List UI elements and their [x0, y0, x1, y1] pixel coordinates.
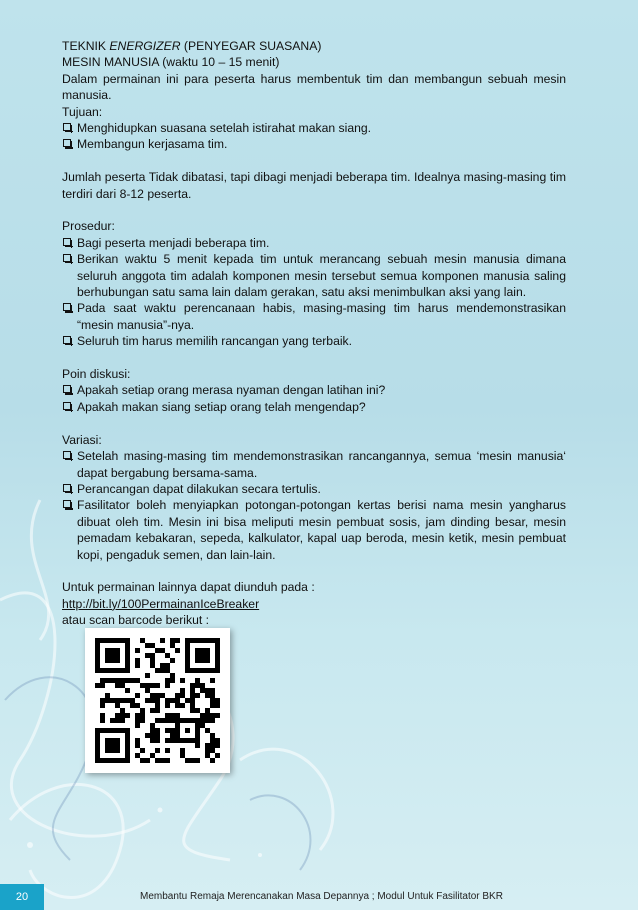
tujuan-item: Menghidupkan suasana setelah istirahat makan siang. [62, 120, 566, 136]
checkbox-bullet-icon [63, 139, 71, 147]
page-number: 20 [0, 884, 44, 910]
checkbox-bullet-icon [63, 451, 71, 459]
checkbox-bullet-icon [63, 385, 71, 393]
qr-code [85, 628, 230, 773]
intro-paragraph: Dalam permainan ini para peserta harus membentuk tim dan membangun sebuah mesin manusia. [62, 71, 566, 103]
variasi-item: Setelah masing-masing tim mendemonstrasikan rancangannya, semua ‘mesin manusia‘ dapat bergabung bersama-sama. [62, 448, 566, 481]
checkbox-bullet-icon [63, 484, 71, 492]
tujuan-item: Membangun kerjasama tim. [62, 136, 566, 152]
page-footer [0, 884, 638, 910]
title-prefix: TEKNIK [62, 39, 110, 53]
variasi-heading: Variasi: [62, 432, 102, 447]
title-italic: ENERGIZER [109, 39, 181, 53]
footer-text: Membantu Remaja Merencanakan Masa Depannya ; Modul Untuk Fasilitator BKR [140, 891, 503, 902]
checkbox-bullet-icon [63, 500, 71, 508]
section-title [62, 38, 566, 54]
prosedur-item: Bagi peserta menjadi beberapa tim. [62, 235, 566, 251]
qr-code-image [95, 638, 220, 763]
scan-text: atau scan barcode berikut : [62, 613, 210, 628]
prosedur-item: Seluruh tim harus memilih rancangan yang terbaik. [62, 333, 566, 349]
document-body [62, 38, 566, 629]
checkbox-bullet-icon [63, 336, 71, 344]
checkbox-bullet-icon [63, 402, 71, 410]
checkbox-bullet-icon [63, 254, 71, 262]
game-subtitle: MESIN MANUSIA (waktu 10 – 15 menit) [62, 55, 280, 70]
checkbox-bullet-icon [63, 123, 71, 131]
diskusi-heading: Poin diskusi: [62, 367, 131, 382]
prosedur-item: Pada saat waktu perencanaan habis, masing-masing tim harus mendemonstrasikan “mesin manusia”-nya. [62, 300, 566, 333]
diskusi-item: Apakah setiap orang merasa nyaman dengan latihan ini? [62, 382, 566, 398]
download-link[interactable]: http://bit.ly/100PermainanIceBreaker [62, 596, 260, 611]
checkbox-bullet-icon [63, 238, 71, 246]
download-text: Untuk permainan lainnya dapat diunduh pada : [62, 580, 315, 595]
variasi-item: Perancangan dapat dilakukan secara tertulis. [62, 481, 566, 497]
prosedur-heading: Prosedur: [62, 219, 115, 234]
diskusi-item: Apakah makan siang setiap orang telah mengendap? [62, 399, 566, 415]
checkbox-bullet-icon [63, 303, 71, 311]
prosedur-item: Berikan waktu 5 menit kepada tim untuk merancang sebuah mesin manusia dimana seluruh anggota tim adalah komponen mesin tersebut semua komponen manusia saling berhubungan satu sama lain dalam gerakan, satu aksi menimbulkan aksi yang lain. [62, 251, 566, 300]
variasi-item: Fasilitator boleh menyiapkan potongan-potongan kertas berisi nama mesin yangharus dibuat oleh tim. Mesin ini bisa meliputi mesin pembuat sosis, jam dinding besar, mesin pemadam kebakaran, sepeda, kalkulator, kapal uap beroda, mesin ketik, mesin pembuat kopi, pengaduk semen, dan lain-lain. [62, 497, 566, 563]
peserta-paragraph: Jumlah peserta Tidak dibatasi, tapi dibagi menjadi beberapa tim. Idealnya masing-masing tim terdiri dari 8-12 peserta. [62, 170, 566, 201]
title-suffix: (PENYEGAR SUASANA) [180, 39, 322, 53]
tujuan-heading: Tujuan: [62, 104, 103, 119]
